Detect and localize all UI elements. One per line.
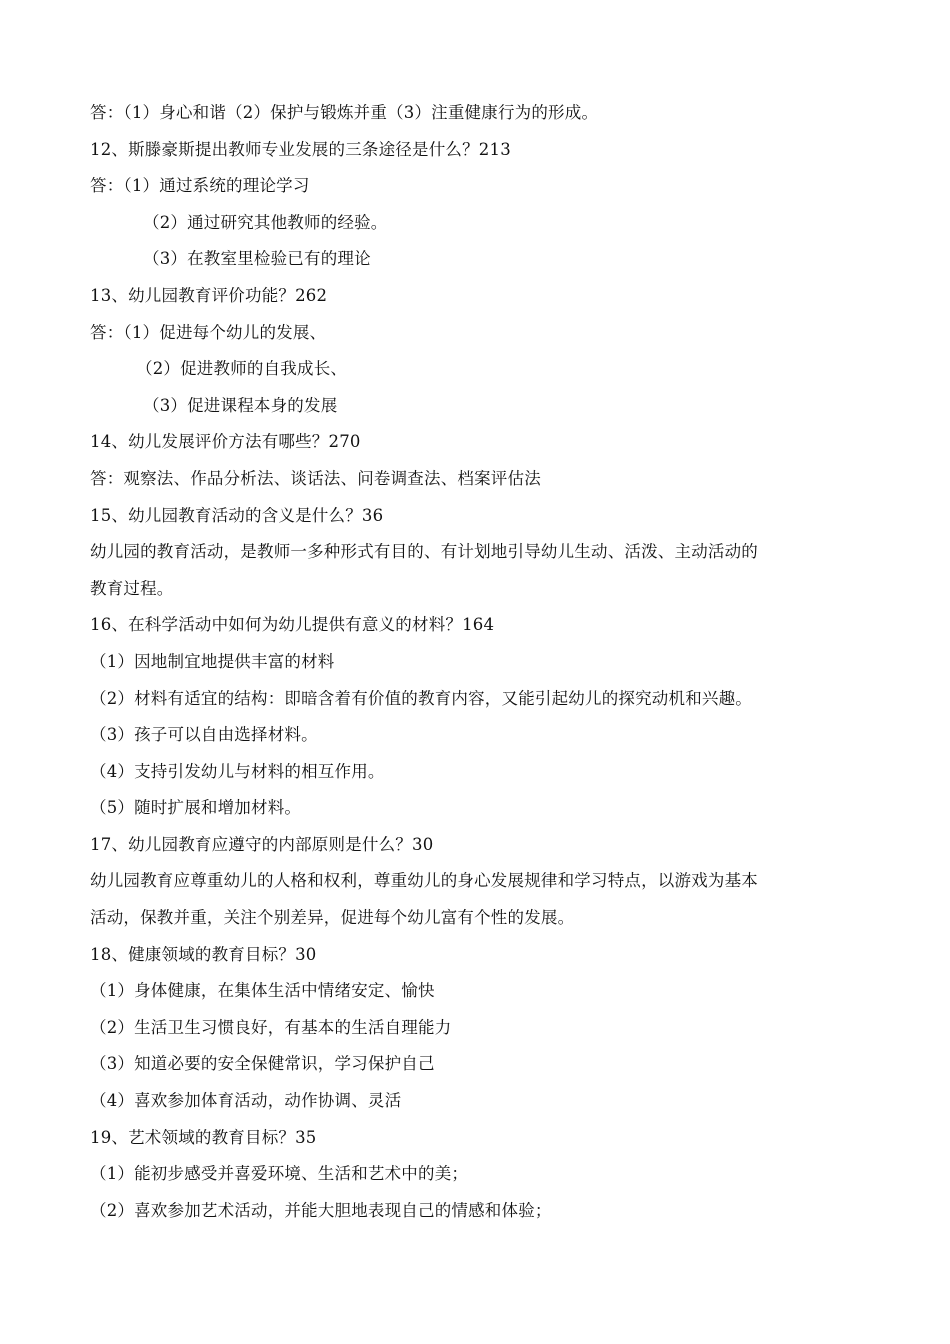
- question-18: 18、健康领域的教育目标？30: [90, 944, 317, 964]
- list-item: （2）生活卫生习惯良好，有基本的生活自理能力: [90, 1017, 452, 1037]
- answer-item: （3）促进课程本身的发展: [143, 395, 338, 415]
- document-body: [90, 95, 880, 1229]
- question-17: 17、幼儿园教育应遵守的内部原则是什么？30: [90, 834, 434, 854]
- list-item: （1）因地制宜地提供丰富的材料: [90, 651, 335, 671]
- list-item: （3）知道必要的安全保健常识，学习保护自己: [90, 1054, 435, 1074]
- paragraph-line: 教育过程。: [90, 578, 174, 598]
- answer-line: 答：（1）通过系统的理论学习: [90, 176, 310, 196]
- paragraph-line: 幼儿园的教育活动，是教师一多种形式有目的、有计划地引导幼儿生动、活泼、主动活动的: [90, 542, 758, 562]
- question-15: 15、幼儿园教育活动的含义是什么？36: [90, 505, 384, 525]
- answer-item: （2）促进教师的自我成长、: [136, 359, 348, 379]
- question-16: 16、在科学活动中如何为幼儿提供有意义的材料？164: [90, 615, 495, 635]
- list-item: （2）材料有适宜的结构：即暗含着有价值的教育内容，又能引起幼儿的探究动机和兴趣。: [90, 688, 752, 708]
- answer-line: 答：（1）身心和谐（2）保护与锻炼并重（3）注重健康行为的形成。: [90, 103, 599, 122]
- list-item: （3）孩子可以自由选择材料。: [90, 725, 318, 745]
- list-item: （4）喜欢参加体育活动，动作协调、灵活: [90, 1091, 402, 1111]
- paragraph-line: 幼儿园教育应尊重幼儿的人格和权利，尊重幼儿的身心发展规律和学习特点，以游戏为基本: [90, 871, 758, 891]
- list-item: （2）喜欢参加艺术活动，并能大胆地表现自己的情感和体验；: [90, 1200, 552, 1220]
- answer-item: （3）在教室里检验已有的理论: [143, 249, 371, 269]
- list-item: （1）身体健康，在集体生活中情绪安定、愉快: [90, 981, 435, 1001]
- list-item: （5）随时扩展和增加材料。: [90, 798, 302, 818]
- paragraph-line: 活动，保教并重，关注个别差异，促进每个幼儿富有个性的发展。: [90, 908, 575, 928]
- question-14: 14、幼儿发展评价方法有哪些？270: [90, 432, 361, 452]
- answer-line: 答：（1）促进每个幼儿的发展、: [90, 322, 327, 342]
- question-12: 12、斯滕豪斯提出教师专业发展的三条途径是什么？213: [90, 139, 511, 159]
- question-19: 19、艺术领域的教育目标？35: [90, 1127, 317, 1147]
- list-item: （1）能初步感受并喜爱环境、生活和艺术中的美；: [90, 1164, 469, 1184]
- list-item: （4）支持引发幼儿与材料的相互作用。: [90, 761, 385, 781]
- question-13: 13、幼儿园教育评价功能？262: [90, 285, 328, 305]
- answer-line: 答：观察法、作品分析法、谈话法、问卷调查法、档案评估法: [90, 468, 541, 488]
- answer-item: （2）通过研究其他教师的经验。: [143, 212, 388, 232]
